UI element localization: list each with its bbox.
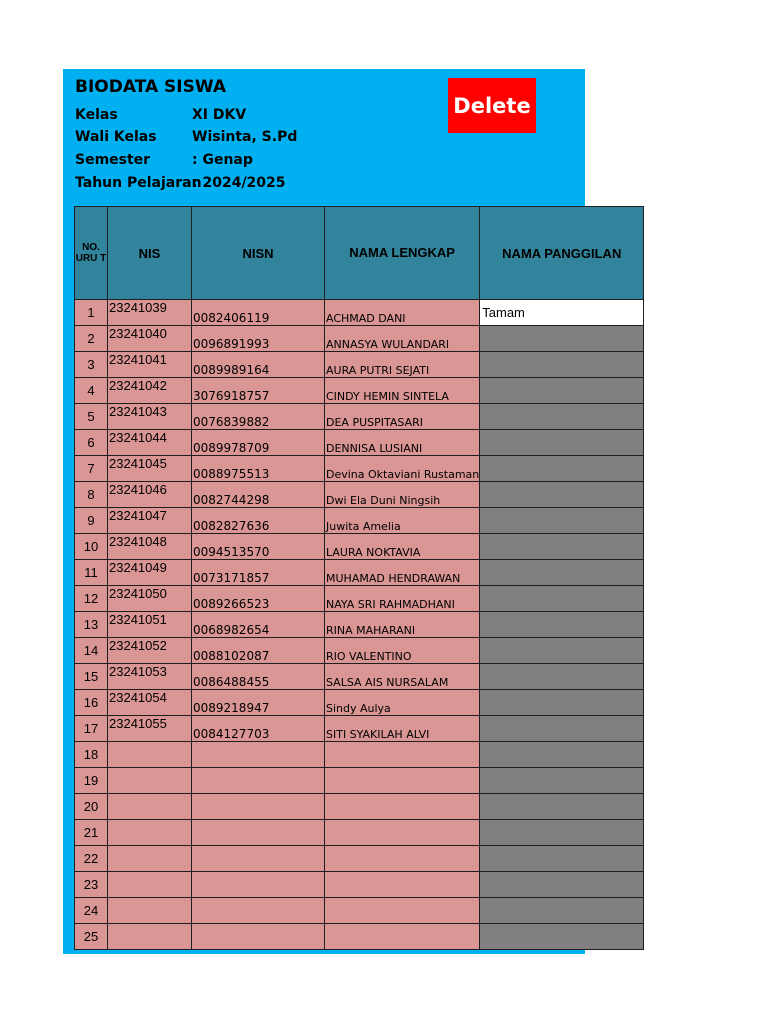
cell-no-text: 10 [83, 539, 99, 554]
cell-nama-panggilan[interactable] [480, 300, 644, 326]
cell-nama-lengkap-text: Juwita Amelia [326, 520, 401, 533]
info-label: Tahun Pelajaran [75, 175, 202, 191]
cell-nama-lengkap[interactable] [325, 300, 480, 326]
cell-nis[interactable] [108, 534, 192, 560]
cell-no[interactable] [75, 820, 108, 846]
cell-nama-lengkap[interactable] [325, 742, 480, 768]
table-row [75, 430, 644, 456]
cell-nisn[interactable] [192, 638, 325, 664]
header-nis: NIS [108, 207, 192, 300]
cell-nisn-text: 0088975513 [193, 467, 270, 481]
cell-no[interactable] [75, 378, 108, 404]
cell-nisn[interactable] [192, 508, 325, 534]
cell-nama-lengkap[interactable] [325, 612, 480, 638]
cell-nis[interactable] [108, 872, 192, 898]
cell-nisn[interactable] [192, 300, 325, 326]
info-value: Wisinta, S.Pd [192, 129, 298, 145]
cell-nama-panggilan[interactable] [480, 820, 644, 846]
cell-nis[interactable] [108, 300, 192, 326]
cell-no[interactable] [75, 638, 108, 664]
cell-nama-panggilan[interactable] [480, 560, 644, 586]
cell-no-text: 25 [83, 929, 99, 944]
cell-nis-text: 23241051 [109, 612, 167, 627]
cell-nama-panggilan[interactable] [480, 378, 644, 404]
cell-nisn[interactable] [192, 560, 325, 586]
cell-nama-panggilan[interactable] [480, 742, 644, 768]
cell-nama-lengkap[interactable] [325, 586, 480, 612]
cell-nama-lengkap-text: ACHMAD DANI [326, 312, 406, 325]
cell-nis[interactable] [108, 560, 192, 586]
cell-nama-lengkap[interactable] [325, 794, 480, 820]
cell-nama-panggilan[interactable] [480, 638, 644, 664]
cell-nisn-text: 3076918757 [193, 389, 270, 403]
table-row [75, 404, 644, 430]
cell-nisn[interactable] [192, 924, 325, 950]
cell-nama-lengkap[interactable] [325, 820, 480, 846]
cell-nama-panggilan[interactable] [480, 690, 644, 716]
cell-nama-lengkap[interactable] [325, 404, 480, 430]
cell-nis[interactable] [108, 820, 192, 846]
cell-nama-lengkap-text: Dwi Ela Duni Ningsih [326, 494, 441, 507]
table-row [75, 560, 644, 586]
cell-nama-lengkap-text: DEA PUSPITASARI [326, 416, 423, 429]
table-row [75, 534, 644, 560]
cell-nisn[interactable] [192, 586, 325, 612]
cell-nisn-text: 0086488455 [193, 675, 270, 689]
table-row [75, 586, 644, 612]
cell-nis-text: 23241049 [109, 560, 167, 575]
cell-nisn[interactable] [192, 820, 325, 846]
cell-nis-text: 23241040 [109, 326, 167, 341]
cell-nama-panggilan[interactable] [480, 534, 644, 560]
cell-nama-lengkap-text: CINDY HEMIN SINTELA [326, 390, 449, 403]
header-nama-lengkap: NAMA LENGKAP [325, 207, 480, 300]
cell-nisn[interactable] [192, 664, 325, 690]
table-row [75, 690, 644, 716]
cell-nis[interactable] [108, 690, 192, 716]
info-value: XI DKV [192, 107, 247, 123]
cell-nisn[interactable] [192, 430, 325, 456]
info-value: : Genap [192, 152, 253, 168]
cell-no-text: 24 [83, 903, 99, 918]
cell-nama-lengkap-text: SALSA AIS NURSALAM [326, 676, 449, 689]
cell-nama-lengkap[interactable] [325, 898, 480, 924]
cell-nis-text: 23241042 [109, 378, 167, 393]
cell-nama-lengkap[interactable] [325, 430, 480, 456]
cell-no-text: 18 [83, 747, 99, 762]
cell-no-text: 6 [87, 435, 95, 450]
cell-nama-lengkap[interactable] [325, 924, 480, 950]
cell-no[interactable] [75, 612, 108, 638]
cell-nis[interactable] [108, 378, 192, 404]
cell-no[interactable] [75, 898, 108, 924]
cell-nisn-text: 0089978709 [193, 441, 270, 455]
cell-no-text: 4 [87, 383, 95, 398]
cell-nama-lengkap[interactable] [325, 352, 480, 378]
cell-nis[interactable] [108, 430, 192, 456]
cell-nisn-text: 0082406119 [193, 311, 270, 325]
table-row [75, 638, 644, 664]
cell-no-text: 11 [84, 565, 98, 580]
cell-no-text: 12 [83, 591, 99, 606]
cell-nama-lengkap[interactable] [325, 326, 480, 352]
cell-nama-panggilan[interactable] [480, 768, 644, 794]
cell-nama-lengkap-text: SITI SYAKILAH ALVI [326, 728, 430, 741]
cell-nis-text: 23241041 [109, 352, 167, 367]
cell-nisn-text: 0084127703 [193, 727, 270, 741]
cell-nisn[interactable] [192, 482, 325, 508]
info-value: : 2024/2025 [192, 175, 286, 191]
table-row [75, 924, 644, 950]
cell-no[interactable] [75, 742, 108, 768]
cell-nama-lengkap[interactable] [325, 690, 480, 716]
cell-nama-lengkap-text: Sindy Aulya [326, 702, 391, 715]
cell-no-text: 5 [87, 409, 95, 424]
cell-no-text: 16 [83, 695, 99, 710]
cell-nis[interactable] [108, 508, 192, 534]
table-row [75, 300, 644, 326]
cell-nama-panggilan[interactable] [480, 898, 644, 924]
cell-nama-lengkap[interactable] [325, 664, 480, 690]
table-row [75, 768, 644, 794]
cell-nisn-text: 0068982654 [193, 623, 270, 637]
cell-no[interactable] [75, 924, 108, 950]
cell-nisn[interactable] [192, 768, 325, 794]
cell-nama-panggilan[interactable] [480, 794, 644, 820]
cell-no-text: 23 [83, 877, 99, 892]
cell-nis-text: 23241045 [109, 456, 167, 471]
table-row [75, 612, 644, 638]
cell-nisn[interactable] [192, 352, 325, 378]
sheet-title: BIODATA SISWA [75, 77, 226, 97]
cell-nisn-text: 0082744298 [193, 493, 270, 507]
cell-nama-panggilan[interactable] [480, 612, 644, 638]
cell-nis-text: 23241050 [109, 586, 167, 601]
cell-nis-text: 23241039 [109, 300, 167, 315]
cell-no-text: 15 [83, 669, 99, 684]
cell-nisn[interactable] [192, 326, 325, 352]
cell-nama-lengkap-text: Devina Oktaviani Rustaman [326, 468, 480, 481]
cell-nama-lengkap[interactable] [325, 534, 480, 560]
info-label: Semester [75, 152, 151, 168]
table-row [75, 820, 644, 846]
cell-nis-text: 23241055 [109, 716, 167, 731]
cell-nama-lengkap-text: RIO VALENTINO [326, 650, 412, 663]
cell-nisn[interactable] [192, 378, 325, 404]
student-table [74, 206, 644, 950]
cell-nama-lengkap[interactable] [325, 638, 480, 664]
info-label: Kelas [75, 107, 118, 123]
header-nama-panggilan: NAMA PANGGILAN [480, 207, 644, 300]
cell-no-text: 20 [83, 799, 99, 814]
cell-nama-lengkap[interactable] [325, 768, 480, 794]
cell-nis[interactable] [108, 404, 192, 430]
cell-nis[interactable] [108, 326, 192, 352]
cell-no[interactable] [75, 846, 108, 872]
cell-no[interactable] [75, 508, 108, 534]
cell-no[interactable] [75, 430, 108, 456]
cell-nama-panggilan[interactable] [480, 482, 644, 508]
cell-nama-panggilan[interactable] [480, 456, 644, 482]
cell-nis[interactable] [108, 664, 192, 690]
cell-nis[interactable] [108, 898, 192, 924]
cell-nisn-text: 0096891993 [193, 337, 270, 351]
cell-nisn-text: 0089989164 [193, 363, 270, 377]
cell-no[interactable] [75, 664, 108, 690]
cell-no[interactable] [75, 794, 108, 820]
cell-nis[interactable] [108, 768, 192, 794]
cell-nama-lengkap[interactable] [325, 716, 480, 742]
table-row [75, 846, 644, 872]
info-label: Wali Kelas [75, 129, 157, 145]
cell-no-text: 22 [83, 851, 99, 866]
cell-no[interactable] [75, 690, 108, 716]
cell-nama-lengkap-text: DENNISA LUSIANI [326, 442, 423, 455]
cell-nama-panggilan[interactable] [480, 872, 644, 898]
cell-nisn[interactable] [192, 612, 325, 638]
table-row [75, 352, 644, 378]
cell-no-text: 19 [83, 773, 99, 788]
cell-nis[interactable] [108, 794, 192, 820]
table-row [75, 664, 644, 690]
cell-nis[interactable] [108, 924, 192, 950]
cell-no[interactable] [75, 872, 108, 898]
cell-nama-lengkap[interactable] [325, 846, 480, 872]
cell-nama-panggilan[interactable] [480, 846, 644, 872]
cell-nisn[interactable] [192, 404, 325, 430]
cell-nis-text: 23241052 [109, 638, 167, 653]
cell-nis[interactable] [108, 846, 192, 872]
cell-nisn-text: 0089266523 [193, 597, 270, 611]
cell-nama-lengkap[interactable] [325, 482, 480, 508]
cell-nama-lengkap[interactable] [325, 560, 480, 586]
cell-nama-panggilan[interactable] [480, 430, 644, 456]
cell-nama-lengkap-text: RINA MAHARANI [326, 624, 416, 637]
table-row [75, 716, 644, 742]
cell-nis[interactable] [108, 586, 192, 612]
cell-nis-text: 23241054 [109, 690, 167, 705]
cell-no[interactable] [75, 300, 108, 326]
cell-nis[interactable] [108, 612, 192, 638]
cell-nama-panggilan[interactable] [480, 508, 644, 534]
cell-nisn[interactable] [192, 716, 325, 742]
cell-nama-lengkap[interactable] [325, 872, 480, 898]
cell-nama-panggilan[interactable] [480, 924, 644, 950]
cell-nama-panggilan[interactable] [480, 352, 644, 378]
cell-no-text: 21 [83, 825, 99, 840]
cell-nis-text: 23241044 [109, 430, 167, 445]
cell-nis-text: 23241043 [109, 404, 167, 419]
cell-nama-lengkap-text: MUHAMAD HENDRAWAN [326, 572, 461, 585]
cell-nis-text: 23241047 [109, 508, 167, 523]
cell-no-text: 8 [87, 487, 95, 502]
header-nisn: NISN [192, 207, 325, 300]
cell-no[interactable] [75, 586, 108, 612]
cell-no-text: 7 [87, 461, 95, 476]
table-row [75, 456, 644, 482]
cell-nisn-text: 0094513570 [193, 545, 270, 559]
table-row [75, 794, 644, 820]
cell-nis-text: 23241053 [109, 664, 167, 679]
cell-no[interactable] [75, 560, 108, 586]
cell-no[interactable] [75, 456, 108, 482]
cell-nis-text: 23241046 [109, 482, 167, 497]
cell-nama-panggilan[interactable] [480, 404, 644, 430]
cell-nisn-text: 0073171857 [193, 571, 270, 585]
table-row [75, 482, 644, 508]
cell-nama-panggilan[interactable] [480, 326, 644, 352]
cell-nis[interactable] [108, 742, 192, 768]
cell-nisn-text: 0076839882 [193, 415, 270, 429]
cell-nisn[interactable] [192, 846, 325, 872]
cell-nis[interactable] [108, 482, 192, 508]
cell-nis-text: 23241048 [109, 534, 167, 549]
cell-nama-lengkap-text: LAURA NOKTAVIA [326, 546, 421, 559]
cell-nisn[interactable] [192, 690, 325, 716]
cell-nama-lengkap-text: AURA PUTRI SEJATI [326, 364, 430, 377]
cell-no-text: 2 [87, 331, 95, 346]
cell-nisn[interactable] [192, 898, 325, 924]
cell-no-text: 13 [83, 617, 99, 632]
table-row [75, 742, 644, 768]
cell-nisn-text: 0089218947 [193, 701, 270, 715]
table-row [75, 326, 644, 352]
cell-no[interactable] [75, 716, 108, 742]
cell-nisn[interactable] [192, 742, 325, 768]
cell-nis[interactable] [108, 456, 192, 482]
cell-no[interactable] [75, 352, 108, 378]
cell-nama-lengkap[interactable] [325, 508, 480, 534]
cell-no-text: 1 [87, 305, 95, 320]
cell-nama-lengkap-text: ANNASYA WULANDARI [326, 338, 450, 351]
cell-no-text: 3 [87, 357, 95, 372]
header-no-urut: NO. URU T [75, 207, 108, 300]
cell-nisn[interactable] [192, 456, 325, 482]
cell-nisn[interactable] [192, 534, 325, 560]
cell-nisn[interactable] [192, 872, 325, 898]
table-row [75, 508, 644, 534]
cell-nisn[interactable] [192, 794, 325, 820]
cell-no[interactable] [75, 482, 108, 508]
table-row [75, 872, 644, 898]
cell-no[interactable] [75, 326, 108, 352]
cell-no-text: 17 [83, 721, 99, 736]
cell-no[interactable] [75, 534, 108, 560]
cell-nis[interactable] [108, 352, 192, 378]
cell-nisn-text: 0082827636 [193, 519, 270, 533]
cell-nisn-text: 0088102087 [193, 649, 270, 663]
cell-nama-panggilan[interactable] [480, 664, 644, 690]
table-row [75, 898, 644, 924]
cell-no-text: 9 [87, 513, 95, 528]
table-row [75, 378, 644, 404]
cell-no[interactable] [75, 404, 108, 430]
cell-no-text: 14 [83, 643, 99, 658]
cell-no[interactable] [75, 768, 108, 794]
delete-button[interactable]: Delete [448, 78, 536, 133]
cell-nama-lengkap-text: NAYA SRI RAHMADHANI [326, 598, 455, 611]
cell-nama-lengkap[interactable] [325, 378, 480, 404]
cell-nama-panggilan-text: Tamam [482, 305, 525, 320]
cell-nama-panggilan[interactable] [480, 716, 644, 742]
cell-nis[interactable] [108, 716, 192, 742]
cell-nis[interactable] [108, 638, 192, 664]
cell-nama-panggilan[interactable] [480, 586, 644, 612]
cell-nama-lengkap[interactable] [325, 456, 480, 482]
